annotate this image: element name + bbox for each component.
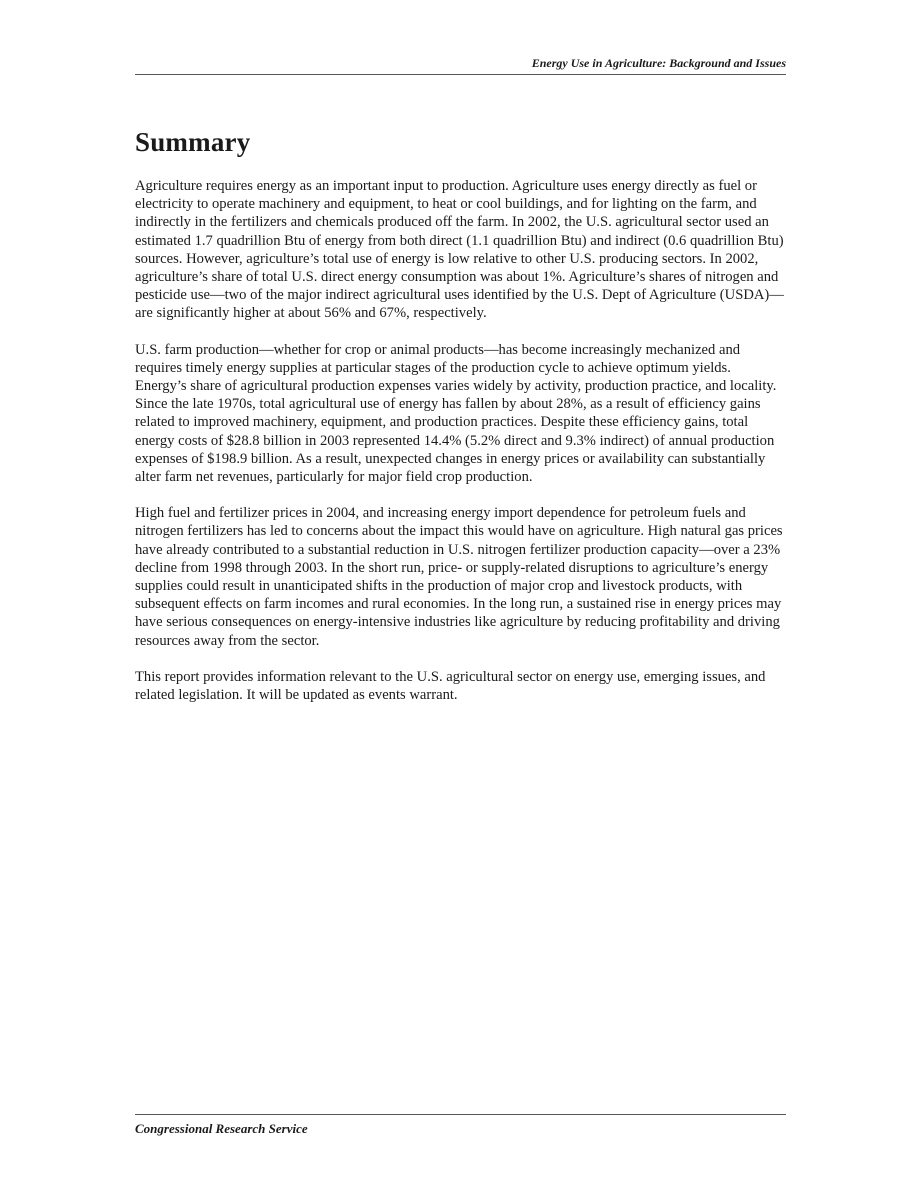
paragraph-3: High fuel and fertilizer prices in 2004, and increasing energy import dependence for petroleum fuels and nitrogen fertilizers has led to concerns about the impact this would have on agriculture. High natural gas prices have already contributed to a substantial reduction in U.S. nitrogen fertilizer production capacity—over a 23% decline from 1998 through 2003. In the short run, price- or supply-related disruptions to agriculture’s energy supplies could result in unanticipated shifts in the production of major crop and livestock products, with subsequent effects on farm incomes and rural economies. In the long run, a sustained rise in energy prices may have serious consequences on energy-intensive industries like agriculture by reducing profitability and driving resources away from the sector. <box>135 505 783 649</box>
running-header: Energy Use in Agriculture: Background and Issues <box>135 56 786 75</box>
paragraph-4: This report provides information relevant to the U.S. agricultural sector on energy use, emerging issues, and related legislation. It will be updated as events warrant. <box>135 668 766 704</box>
paragraph-2: U.S. farm production—whether for crop or animal products—has become increasingly mechanized and requires timely energy supplies at particular stages of the production cycle to achieve optimum yields. Energy’s share of agricultural production expenses varies widely by activity, production practice, and locality. Since the late 1970s, total agricultural use of energy has fallen by about 28%, as a result of efficiency gains related to improved machinery, equipment, and production practices. Despite these efficiency gains, total energy costs of $28.8 billion in 2003 represented 14.4% (5.2% direct and 9.3% indirect) of annual production expenses of $198.9 billion. As a result, unexpected changes in energy prices or availability can substantially alter farm net revenues, particularly for major field crop production. <box>135 341 777 486</box>
paragraph-1: Agriculture requires energy as an important input to production. Agriculture uses energy directly as fuel or electricity to operate machinery and equipment, to heat or cool buildings, and for lighting on the farm, and indirectly in the fertilizers and chemicals produced off the farm. In 2002, the U.S. agricultural sector used an estimated 1.7 quadrillion Btu of energy from both direct (1.1 quadrillion Btu) and indirect (0.6 quadrillion Btu) sources. However, agriculture’s total use of energy is low relative to other U.S. producing sectors. In 2002, agriculture’s share of total U.S. direct energy consumption was about 1%. Agriculture’s shares of nitrogen and pesticide use—two of the major indirect agricultural uses identified by the U.S. Dept of Agriculture (USDA)—are significantly higher at about 56% and 67%, respectively. <box>135 178 784 322</box>
page-title: Summary <box>135 127 251 157</box>
summary-body <box>135 177 786 722</box>
footer-label: Congressional Research Service <box>135 1114 786 1137</box>
